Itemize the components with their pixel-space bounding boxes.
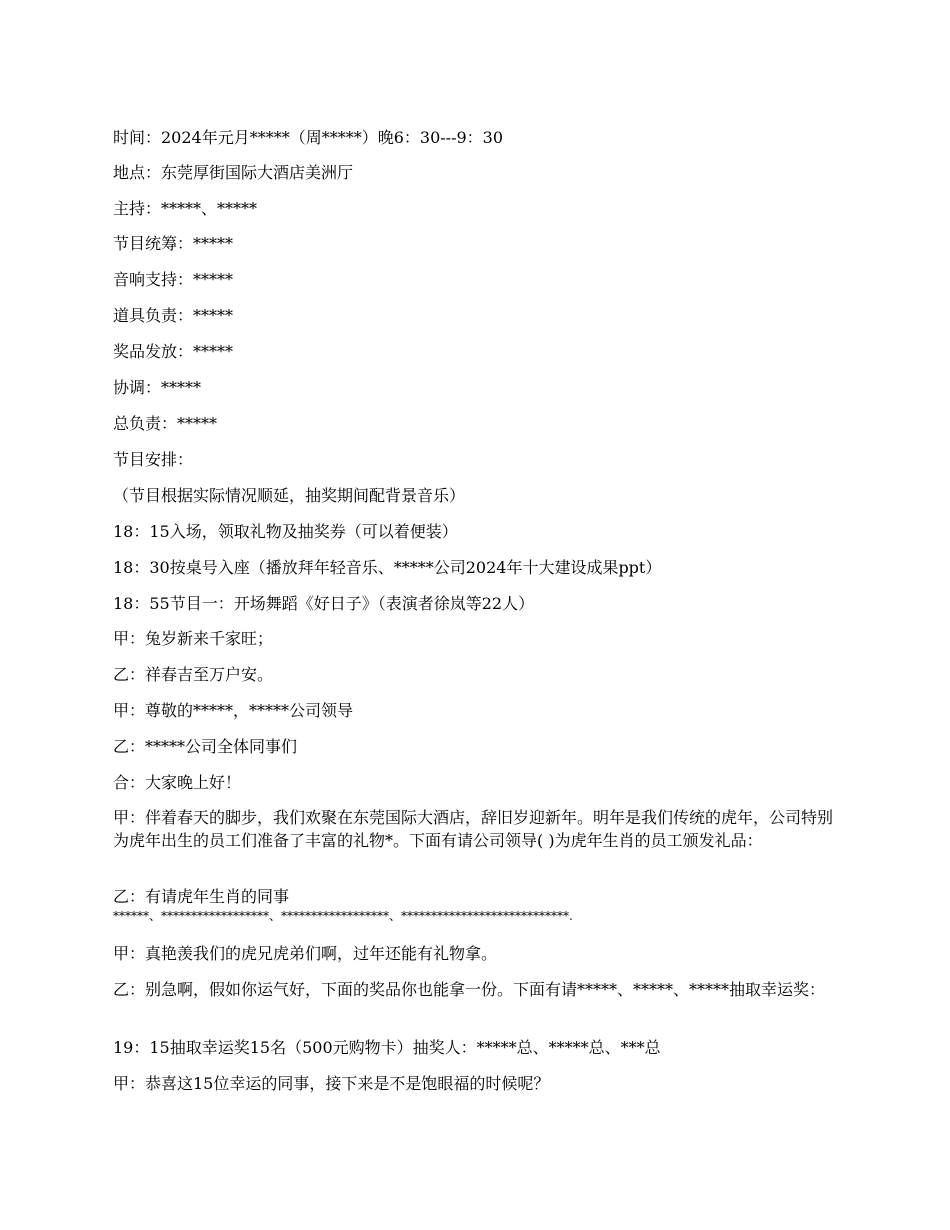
location-line: 地点：东莞厚街国际大酒店美洲厅 [113, 163, 354, 182]
dialogue-line: 乙：祥春吉至万户安。 [113, 665, 274, 684]
prize-distribution-line: 奖品发放：***** [113, 342, 234, 361]
schedule-1830: 18：30按桌号入座（播放拜年轻音乐、*****公司2024年十大建设成果ppt） [113, 558, 662, 577]
props-line: 道具负责：***** [113, 306, 234, 325]
schedule-note: （节目根据实际情况顺延，抽奖期间配背景音乐） [113, 486, 466, 505]
dialogue-paragraph: 甲：伴着春天的脚步，我们欢聚在东莞国际大酒店，辞旧岁迎新年。明年是我们传统的虎年，公司特别为虎年出生的员工们准备了丰富的礼物*。下面有请公司领导( )为虎年生肖的员工颁发礼品： [113, 808, 834, 850]
dialogue-line: 乙：有请虎年生肖的同事 [113, 887, 290, 906]
schedule-1815: 18：15入场，领取礼物及抽奖券（可以着便装） [113, 522, 458, 541]
dialogue-line: 合：大家晚上好！ [113, 773, 242, 792]
general-manager-line: 总负责：***** [113, 414, 218, 433]
dialogue-line: 乙：*****公司全体同事们 [113, 737, 298, 756]
dialogue-line: 甲：真艳羡我们的虎兄虎弟们啊，过年还能有礼物拿。 [113, 944, 498, 963]
host-line: 主持：*****、***** [113, 199, 258, 218]
program-coordinator-line: 节目统筹：***** [113, 234, 234, 253]
dialogue-line: 甲：兔岁新来千家旺； [113, 629, 274, 648]
dialogue-line: 甲：尊敬的*****，*****公司领导 [113, 701, 354, 720]
schedule-1915: 19：15抽取幸运奖15名（500元购物卡）抽奖人：*****总、*****总、***总 [113, 1038, 661, 1057]
sound-support-line: 音响支持：***** [113, 270, 234, 289]
coordination-line: 协调：***** [113, 378, 202, 397]
time-line: 时间：2024年元月*****（周*****）晚6：30---9：30 [113, 128, 504, 147]
names-placeholder-line: ******、******************、******************、****************************. [113, 909, 573, 923]
program-schedule-heading: 节目安排： [113, 450, 194, 469]
dialogue-paragraph: 乙：别急啊，假如你运气好，下面的奖品你也能拿一份。下面有请*****、*****、*****抽取幸运奖： [113, 980, 826, 999]
schedule-1855: 18：55节目一：开场舞蹈《好日子》（表演者徐岚等22人） [113, 594, 535, 613]
dialogue-line: 甲：恭喜这15位幸运的同事，接下来是不是饱眼福的时候呢？ [113, 1074, 550, 1093]
